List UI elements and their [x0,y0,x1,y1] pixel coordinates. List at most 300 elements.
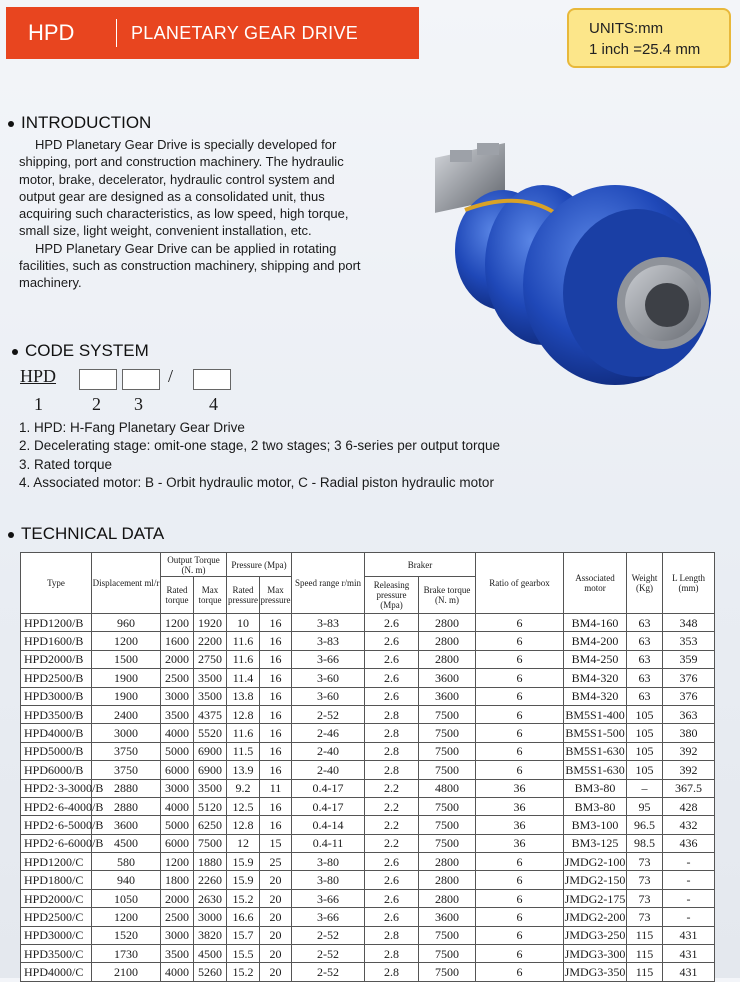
table-cell: BM3-125 [564,834,627,852]
code-number-2: 2 [92,394,101,414]
table-cell: 11.4 [227,669,260,687]
table-cell: 15 [260,834,292,852]
header-divider [116,19,117,47]
table-cell: 73 [627,871,663,889]
table-cell: 0.4-14 [292,816,365,834]
col-output-torque: Output Torque (N. m) [161,553,227,577]
table-cell: 11.6 [227,632,260,650]
table-cell: 20 [260,926,292,944]
table-row [21,724,715,742]
table-cell: 431 [663,963,715,981]
table-cell: 431 [663,945,715,963]
table-cell: 13.8 [227,687,260,705]
table-cell: 4000 [161,797,194,815]
table-cell: 0.4-17 [292,779,365,797]
table-cell: 2.2 [365,797,419,815]
table-cell: 6 [476,650,564,668]
code-box-3 [122,369,160,390]
table-cell: 2.6 [365,669,419,687]
table-cell: BM3-100 [564,816,627,834]
code-number-3: 3 [134,394,143,414]
table-cell: 1880 [194,853,227,871]
table-cell: 63 [627,650,663,668]
table-cell: 2.6 [365,853,419,871]
table-cell: 3750 [92,761,161,779]
table-cell: 376 [663,669,715,687]
table-cell: 3-60 [292,687,365,705]
table-cell: - [663,889,715,907]
table-cell: 353 [663,632,715,650]
table-cell: 2-52 [292,705,365,723]
table-cell: 3750 [92,742,161,760]
bullet-icon [8,121,14,127]
units-box [567,8,731,68]
col-max-pressure: Max pressure [260,577,292,614]
table-cell: 16 [260,761,292,779]
table-cell: 6 [476,669,564,687]
table-cell: BM4-200 [564,632,627,650]
table-cell: 367.5 [663,779,715,797]
table-cell: 1900 [92,687,161,705]
code-slash: / [168,366,174,386]
col-weight: Weight (Kg) [627,553,663,614]
table-cell: HPD2·3-3000/B [21,779,92,797]
planetary-gear-drive-image [425,125,730,390]
table-cell: 4375 [194,705,227,723]
table-cell: 2750 [194,650,227,668]
table-cell: 6250 [194,816,227,834]
technical-data-heading-text: TECHNICAL DATA [21,524,165,543]
table-cell: 1200 [92,908,161,926]
col-type: Type [21,553,92,614]
table-cell: 25 [260,853,292,871]
table-cell: 0.4-17 [292,797,365,815]
table-cell: 3500 [194,779,227,797]
code-system-heading-text: CODE SYSTEM [25,341,149,360]
table-cell: 9.2 [227,779,260,797]
table-cell: 6 [476,614,564,632]
table-cell: 63 [627,614,663,632]
table-cell: HPD1800/C [21,871,92,889]
table-cell: 2880 [92,779,161,797]
table-cell: 13.9 [227,761,260,779]
table-cell: 2630 [194,889,227,907]
table-cell: 2880 [92,797,161,815]
table-cell: 5260 [194,963,227,981]
table-cell: 7500 [419,797,476,815]
table-row [21,816,715,834]
table-row [21,705,715,723]
table-cell: 392 [663,742,715,760]
table-cell: 7500 [419,945,476,963]
col-motor: Associated motor [564,553,627,614]
table-cell: 2.6 [365,650,419,668]
table-cell: 11.6 [227,724,260,742]
table-cell: HPD2·6-6000/B [21,834,92,852]
code-item-3: 3. Rated torque [19,456,113,472]
table-row [21,614,715,632]
table-cell: 2.2 [365,834,419,852]
table-cell: 960 [92,614,161,632]
table-cell: 115 [627,945,663,963]
table-body [21,614,715,982]
table-cell: 2.6 [365,871,419,889]
table-cell: HPD2000/C [21,889,92,907]
table-cell: 3600 [92,816,161,834]
table-cell: 20 [260,908,292,926]
table-cell: 1900 [92,669,161,687]
table-cell: JMDG3-250 [564,926,627,944]
col-brake-torque: Brake torque (N. m) [419,577,476,614]
table-cell: 3600 [419,669,476,687]
table-cell: 1520 [92,926,161,944]
table-cell: 16 [260,614,292,632]
table-cell: 63 [627,632,663,650]
table-cell: 2.2 [365,816,419,834]
table-cell: HPD3000/C [21,926,92,944]
table-cell: BM3-80 [564,797,627,815]
table-cell: HPD4000/C [21,963,92,981]
table-cell: HPD1200/C [21,853,92,871]
table-cell: 7500 [419,816,476,834]
table-cell: 3-83 [292,632,365,650]
table-cell: JMDG2-150 [564,871,627,889]
table-row [21,963,715,981]
table-cell: 15.2 [227,889,260,907]
table-cell: 105 [627,724,663,742]
table-cell: 3000 [161,926,194,944]
table-cell: 16 [260,632,292,650]
table-cell: 6 [476,963,564,981]
table-cell: 7500 [419,963,476,981]
table-cell: 6000 [161,834,194,852]
table-cell: 6 [476,742,564,760]
table-cell: 3000 [92,724,161,742]
table-cell: 105 [627,742,663,760]
table-cell: 96.5 [627,816,663,834]
table-cell: 3500 [194,687,227,705]
table-cell: JMDG2-200 [564,908,627,926]
table-row [21,797,715,815]
table-cell: 36 [476,797,564,815]
table-cell: 7500 [194,834,227,852]
table-cell: - [663,908,715,926]
table-cell: 36 [476,816,564,834]
units-line-1: UNITS:mm [589,20,664,37]
code-item-4: 4. Associated motor: B - Orbit hydraulic motor, C - Radial piston hydraulic motor [19,474,494,490]
table-cell: 2.8 [365,945,419,963]
table-cell: 3-66 [292,650,365,668]
table-cell: 2.8 [365,926,419,944]
table-row [21,669,715,687]
table-row [21,687,715,705]
table-cell: 6900 [194,761,227,779]
table-cell: 20 [260,945,292,963]
table-cell: 2800 [419,853,476,871]
table-cell: BM4-320 [564,669,627,687]
table-cell: BM4-320 [564,687,627,705]
col-releasing-pressure: Releasing pressure (Mpa) [365,577,419,614]
table-cell: 3000 [161,687,194,705]
table-cell: 12.8 [227,816,260,834]
code-system-list [19,419,500,492]
bullet-icon [12,349,18,355]
table-cell: HPD3500/C [21,945,92,963]
table-cell: 3-66 [292,908,365,926]
table-cell: 2800 [419,650,476,668]
table-cell: HPD2·6-4000/B [21,797,92,815]
table-cell: 4500 [194,945,227,963]
table-cell: HPD5000/B [21,742,92,760]
col-speed: Speed range r/min [292,553,365,614]
table-cell: 363 [663,705,715,723]
table-cell: 12.8 [227,705,260,723]
table-cell: 105 [627,761,663,779]
table-cell: 359 [663,650,715,668]
table-cell: 15.5 [227,945,260,963]
table-cell: 6 [476,687,564,705]
table-cell: 6 [476,632,564,650]
table-cell: HPD4000/B [21,724,92,742]
table-cell: 73 [627,889,663,907]
table-cell: 7500 [419,724,476,742]
table-cell: 2.8 [365,963,419,981]
units-line-2: 1 inch =25.4 mm [589,41,701,58]
table-cell: 3820 [194,926,227,944]
table-cell: 2500 [161,669,194,687]
intro-paragraph-1: HPD Planetary Gear Drive is specially developed for shipping, port and construction machinery. The hydraulic motor, brake, decelerator, hydraulic control system and output gear are designed as a consolidated unit, thus acquiring such characteristics, as low speed, high torque, small size, light weight, convenient installation, etc. [19,137,349,239]
table-cell: JMDG2-175 [564,889,627,907]
table-cell: 6 [476,926,564,944]
table-cell: 16 [260,816,292,834]
table-cell: 36 [476,779,564,797]
col-displacement: Displacement ml/r [92,553,161,614]
table-cell: BM5S1-630 [564,761,627,779]
product-code: HPD [28,20,75,45]
table-cell: BM5S1-500 [564,724,627,742]
table-cell: 12 [227,834,260,852]
code-box-4 [193,369,231,390]
code-number-4: 4 [209,394,218,414]
table-cell: 348 [663,614,715,632]
table-cell: 15.2 [227,963,260,981]
table-cell: 580 [92,853,161,871]
table-cell: 16 [260,650,292,668]
table-cell: 11.5 [227,742,260,760]
table-cell: 16 [260,687,292,705]
table-cell: 16 [260,742,292,760]
table-cell: 2000 [161,650,194,668]
table-cell: 3-66 [292,889,365,907]
table-cell: 2800 [419,632,476,650]
table-cell: BM4-160 [564,614,627,632]
table-cell: 436 [663,834,715,852]
table-cell: 3-83 [292,614,365,632]
table-cell: 3600 [419,687,476,705]
table-cell: 105 [627,705,663,723]
table-cell: 11.6 [227,650,260,668]
intro-paragraph-2: HPD Planetary Gear Drive can be applied in rotating facilities, such as construction machinery, shipping and port machinery. [19,240,361,291]
table-cell: - [663,853,715,871]
header-banner [6,7,419,59]
table-cell: 2-40 [292,742,365,760]
table-cell: HPD2500/B [21,669,92,687]
table-cell: HPD2·6-5000/B [21,816,92,834]
table-cell: 12.5 [227,797,260,815]
table-cell: 392 [663,761,715,779]
table-cell: 3-60 [292,669,365,687]
table-cell: 16.6 [227,908,260,926]
table-cell: 2.8 [365,705,419,723]
table-cell: 4500 [92,834,161,852]
table-cell: 115 [627,926,663,944]
table-cell: 15.9 [227,871,260,889]
table-cell: 2.8 [365,742,419,760]
table-cell: HPD2000/B [21,650,92,668]
table-cell: 2-52 [292,945,365,963]
table-cell: 2260 [194,871,227,889]
table-cell: HPD1600/B [21,632,92,650]
table-cell: 2.8 [365,724,419,742]
table-cell: 10 [227,614,260,632]
table-row [21,945,715,963]
output-gear [617,257,709,349]
code-prefix: HPD [20,366,57,386]
table-cell: 380 [663,724,715,742]
col-braker: Braker [365,553,476,577]
table-row [21,650,715,668]
table-cell: 3500 [194,669,227,687]
table-cell: 1200 [161,614,194,632]
table-cell: 3-80 [292,853,365,871]
table-cell: 3500 [161,705,194,723]
table-cell: 7500 [419,834,476,852]
table-cell: 7500 [419,705,476,723]
table-cell: 6 [476,871,564,889]
bullet-icon [8,532,14,538]
table-cell: 15.9 [227,853,260,871]
introduction-text [19,136,364,292]
table-cell: 4800 [419,779,476,797]
table-cell: 20 [260,963,292,981]
table-cell: 73 [627,908,663,926]
table-cell: 3600 [419,908,476,926]
table-cell: 2.6 [365,687,419,705]
table-cell: 6 [476,853,564,871]
table-cell: 7500 [419,742,476,760]
table-cell: 432 [663,816,715,834]
table-cell: 16 [260,705,292,723]
introduction-heading [8,113,151,133]
table-cell: 6900 [194,742,227,760]
table-cell: 2-46 [292,724,365,742]
table-cell: 2800 [419,871,476,889]
table-cell: 2.6 [365,889,419,907]
table-cell: 2.6 [365,614,419,632]
col-pressure: Pressure (Mpa) [227,553,292,577]
table-cell: 376 [663,687,715,705]
table-cell: 1200 [92,632,161,650]
code-item-1: 1. HPD: H-Fang Planetary Gear Drive [19,420,245,435]
table-cell: 2-40 [292,761,365,779]
table-cell: 20 [260,889,292,907]
table-cell: 1730 [92,945,161,963]
table-row [21,779,715,797]
col-ratio: Ratio of gearbox [476,553,564,614]
table-header [21,553,715,614]
table-row [21,871,715,889]
col-max-torque: Max torque [194,577,227,614]
table-cell: 95 [627,797,663,815]
table-row [21,926,715,944]
table-cell: HPD3500/B [21,705,92,723]
table-cell: 63 [627,687,663,705]
table-cell: BM5S1-400 [564,705,627,723]
table-cell: 73 [627,853,663,871]
col-rated-torque: Rated torque [161,577,194,614]
table-cell: 16 [260,724,292,742]
table-cell: 1800 [161,871,194,889]
table-cell: HPD6000/B [21,761,92,779]
table-cell: 6 [476,908,564,926]
table-row [21,853,715,871]
code-item-2: 2. Decelerating stage: omit-one stage, 2 two stages; 3 6-series per output torque [19,438,501,454]
table-cell: HPD3000/B [21,687,92,705]
table-cell: 7500 [419,926,476,944]
table-cell: 115 [627,963,663,981]
code-number-1: 1 [34,394,43,414]
table-row [21,742,715,760]
technical-data-table [20,552,715,982]
table-cell: BM5S1-630 [564,742,627,760]
table-cell: 2500 [161,908,194,926]
col-length: L Length (mm) [663,553,715,614]
table-cell: 1600 [161,632,194,650]
table-cell: 63 [627,669,663,687]
table-row [21,632,715,650]
table-cell: 2-52 [292,926,365,944]
table-cell: 1200 [161,853,194,871]
table-cell: 1920 [194,614,227,632]
table-cell: BM3-80 [564,779,627,797]
table-cell: 6 [476,761,564,779]
table-cell: HPD1200/B [21,614,92,632]
table-cell: 2.6 [365,908,419,926]
table-cell: HPD2500/C [21,908,92,926]
table-cell: 2100 [92,963,161,981]
table-cell: JMDG2-100 [564,853,627,871]
table-cell: 5000 [161,742,194,760]
table-cell: - [663,871,715,889]
table-cell: 2000 [161,889,194,907]
table-cell: BM4-250 [564,650,627,668]
table-cell: 98.5 [627,834,663,852]
code-box-2 [79,369,117,390]
table-cell: – [627,779,663,797]
table-cell: 2-52 [292,963,365,981]
table-cell: 940 [92,871,161,889]
table-cell: 6 [476,724,564,742]
table-cell: 11 [260,779,292,797]
table-cell: 1500 [92,650,161,668]
table-cell: 2800 [419,889,476,907]
table-cell: 7500 [419,761,476,779]
table-cell: 20 [260,871,292,889]
table-cell: 4000 [161,963,194,981]
table-cell: 0.4-11 [292,834,365,852]
table-cell: JMDG3-350 [564,963,627,981]
product-title: PLANETARY GEAR DRIVE [131,22,359,43]
